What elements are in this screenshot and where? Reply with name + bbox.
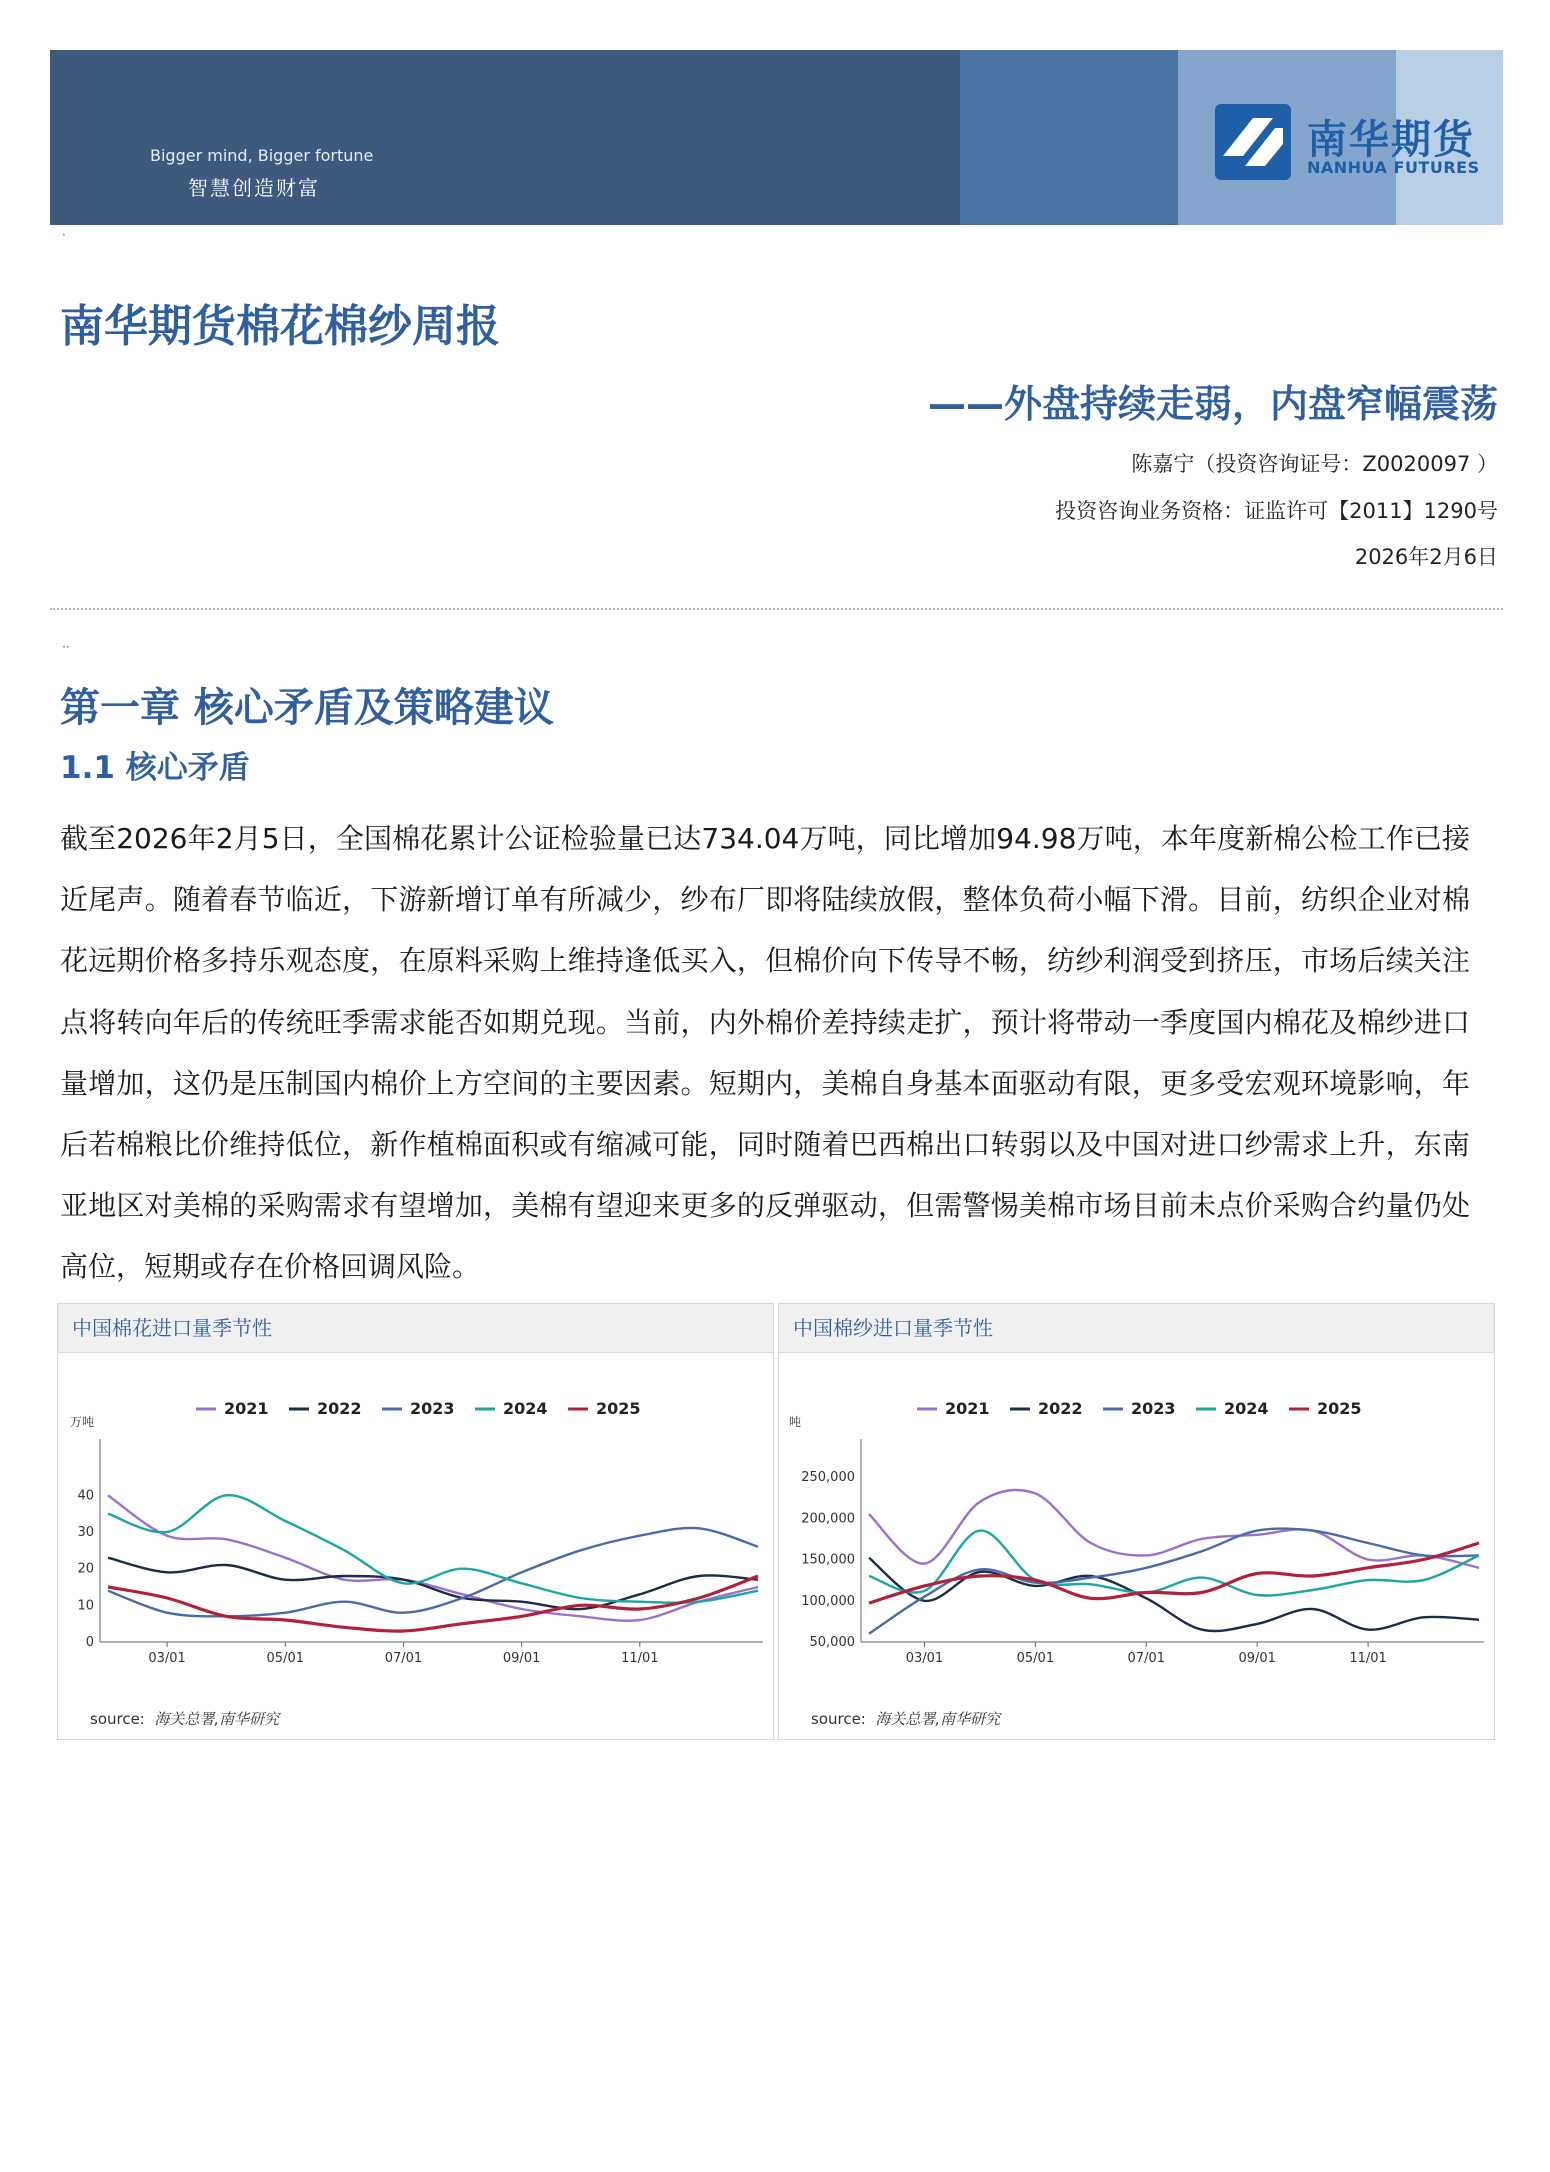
series-line-2025 bbox=[869, 1543, 1479, 1603]
yarn-import-chart-panel bbox=[778, 1303, 1495, 1740]
x-tick-label: 09/01 bbox=[1238, 1651, 1276, 1666]
y-tick-label: 40 bbox=[77, 1488, 94, 1504]
license-line: 投资咨询业务资格：证监许可【2011】1290号 bbox=[1055, 499, 1498, 523]
x-tick-label: 11/01 bbox=[1349, 1651, 1387, 1666]
logo-english-text: NANHUA FUTURES bbox=[1307, 158, 1480, 177]
chart-title: 中国棉纱进口量季节性 bbox=[779, 1304, 1494, 1353]
x-tick-label: 03/01 bbox=[905, 1651, 944, 1666]
legend-label-2022: 2022 bbox=[317, 1399, 362, 1418]
y-tick-label: 150,000 bbox=[801, 1552, 855, 1568]
y-axis-unit: 吨 bbox=[789, 1415, 802, 1429]
x-tick-label: 07/01 bbox=[1127, 1651, 1166, 1666]
chart-source-text: 海关总署,南华研究 bbox=[154, 1710, 280, 1728]
x-tick-label: 05/01 bbox=[1016, 1651, 1055, 1666]
y-axis-unit: 万吨 bbox=[70, 1415, 95, 1429]
decorative-dot: · bbox=[62, 228, 66, 242]
logo-chinese-text: 南华期货 bbox=[1307, 117, 1475, 163]
company-logo bbox=[1215, 104, 1480, 184]
series-line-2024 bbox=[869, 1531, 1479, 1596]
x-tick-label: 05/01 bbox=[266, 1651, 305, 1666]
core-conflict-paragraph: 截至2026年2月5日，全国棉花累计公证检验量已达734.04万吨，同比增加94.98万吨，本年度新棉公检工作已接近尾声。随着春节临近，下游新增订单有所减少，纱布厂即将陆续放假，整体负荷小幅下滑。目前，纺织企业对棉花远期价格多持乐观态度，在原料采购上维持逢低买入，但棉价向下传导不畅，纺纱利润受到挤压，市场后续关注点将转向年后的传统旺季需求能否如期兑现。当前，内外棉价差持续走扩，预计将带动一季度国内棉花及棉纱进口量增加，这仍是压制国内棉价上方空间的主要因素。短期内，美棉自身基本面驱动有限，更多受宏观环境影响，年后若棉粮比价维持低位，新作植棉面积或有缩减可能，同时随着巴西棉出口转弱以及中国对进口纱需求上升，东南亚地区对美棉的采购需求有望增加，美棉有望迎来更多的反弹驱动，但需警惕美棉市场目前未点价采购合约量仍处高位，短期或存在价格回调风险。 bbox=[60, 822, 1470, 1284]
cotton-import-chart-panel bbox=[57, 1303, 774, 1740]
x-tick-label: 07/01 bbox=[384, 1651, 423, 1666]
report-date: 2026年2月6日 bbox=[1354, 545, 1498, 569]
legend-label-2025: 2025 bbox=[596, 1399, 641, 1418]
y-tick-label: 30 bbox=[77, 1525, 94, 1540]
x-tick-label: 03/01 bbox=[148, 1651, 186, 1666]
chart-source-text: 海关总署,南华研究 bbox=[875, 1710, 1001, 1728]
legend-label-2024: 2024 bbox=[1224, 1399, 1269, 1418]
chart-source: source: 海关总署,南华研究 bbox=[811, 1710, 1001, 1728]
slogan-chinese: 智慧创造财富 bbox=[188, 176, 320, 200]
chapter-heading: 第一章 核心矛盾及策略建议 bbox=[60, 685, 554, 731]
legend-label-2025: 2025 bbox=[1317, 1399, 1362, 1418]
legend-label-2023: 2023 bbox=[1131, 1399, 1176, 1418]
banner-dark-block bbox=[50, 50, 960, 225]
legend-label-2023: 2023 bbox=[410, 1399, 455, 1418]
y-tick-label: 20 bbox=[77, 1561, 94, 1577]
y-tick-label: 50,000 bbox=[809, 1635, 855, 1650]
y-tick-label: 250,000 bbox=[801, 1470, 855, 1485]
report-title: 南华期货棉花棉纱周报 bbox=[60, 301, 500, 352]
legend-label-2022: 2022 bbox=[1038, 1399, 1083, 1418]
x-tick-label: 11/01 bbox=[621, 1651, 659, 1666]
y-tick-label: 10 bbox=[77, 1598, 94, 1614]
logo-mark-icon bbox=[1215, 104, 1291, 180]
chart-title: 中国棉花进口量季节性 bbox=[58, 1304, 773, 1353]
series-line-2021 bbox=[869, 1490, 1479, 1568]
chart-source: source: 海关总署,南华研究 bbox=[90, 1710, 280, 1728]
slogan-english: Bigger mind, Bigger fortune bbox=[150, 146, 374, 165]
y-tick-label: 0 bbox=[85, 1635, 94, 1650]
report-subtitle: ——外盘持续走弱，内盘窄幅震荡 bbox=[927, 382, 1498, 426]
y-tick-label: 200,000 bbox=[801, 1511, 855, 1527]
section-divider bbox=[50, 608, 1503, 610]
legend-label-2024: 2024 bbox=[503, 1399, 548, 1418]
legend-label-2021: 2021 bbox=[224, 1399, 269, 1418]
legend-label-2021: 2021 bbox=[945, 1399, 990, 1418]
section-heading: 1.1 核心矛盾 bbox=[60, 750, 250, 786]
y-tick-label: 100,000 bbox=[801, 1593, 855, 1609]
cotton-import-chart bbox=[58, 1352, 773, 1697]
author-line: 陈嘉宁（投资咨询证号：Z0020097 ） bbox=[1131, 452, 1498, 476]
banner-mid-block bbox=[960, 50, 1178, 225]
yarn-import-chart bbox=[779, 1352, 1494, 1697]
x-tick-label: 09/01 bbox=[502, 1651, 541, 1666]
decorative-dots: ·· bbox=[62, 640, 70, 654]
